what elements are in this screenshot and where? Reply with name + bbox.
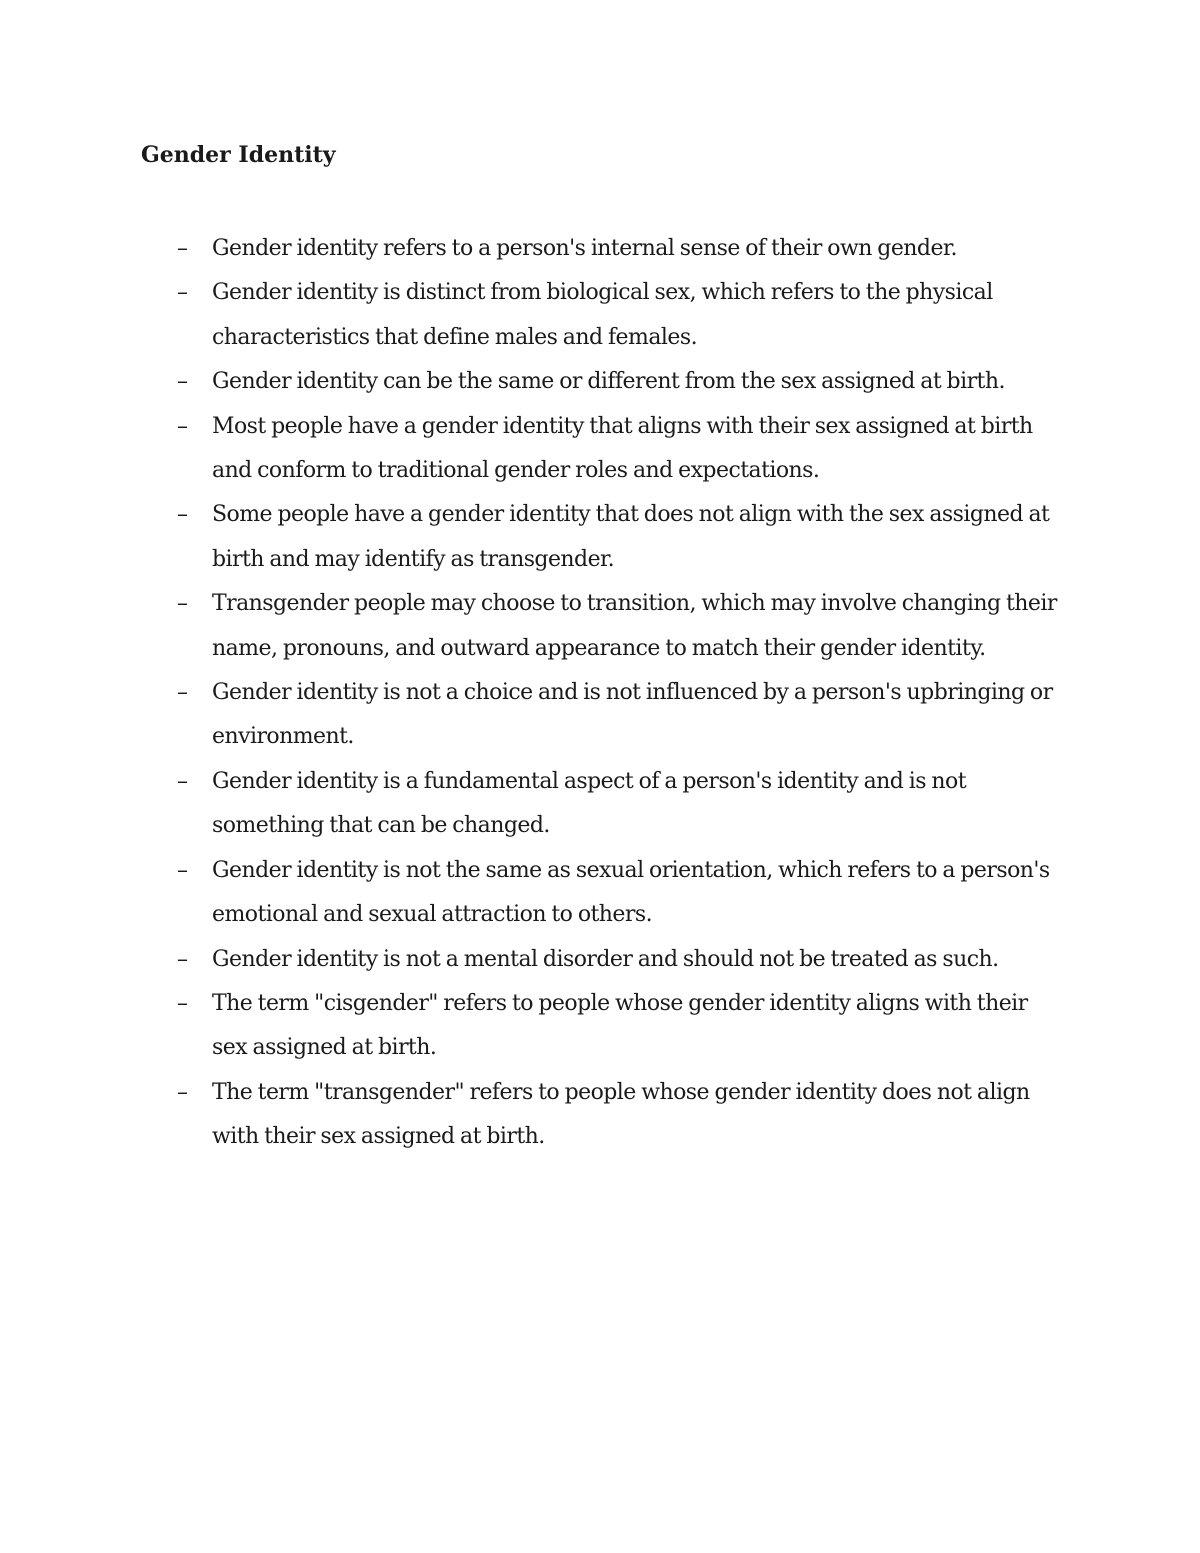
dash-bullet: – [177, 990, 188, 1016]
list-item-text: Gender identity is a fundamental aspect of a person's identity and is not something that can be changed. [212, 768, 967, 839]
list-item [0, 582, 1062, 671]
list-item-text: Gender identity is not the same as sexual orientation, which refers to a person's emotional and sexual attraction to others. [212, 857, 1050, 928]
list-item-text: Gender identity is not a mental disorder and should not be treated as such. [212, 946, 999, 972]
list-item [0, 938, 1062, 982]
list-item [0, 982, 1062, 1071]
list-item [0, 405, 1062, 494]
list-item-text: Most people have a gender identity that aligns with their sex assigned at birth and conform to traditional gender roles and expectations. [212, 413, 1033, 484]
dash-bullet: – [177, 369, 188, 395]
list-item [0, 760, 1062, 849]
list-item-text: Gender identity refers to a person's internal sense of their own gender. [212, 236, 957, 261]
dash-bullet: – [177, 946, 188, 972]
list-item [0, 360, 1062, 404]
list-item-text: The term "cisgender" refers to people whose gender identity aligns with their sex assigned at birth. [212, 990, 1028, 1061]
list-item [0, 671, 1062, 760]
list-item [0, 227, 1062, 271]
list-item [0, 271, 1062, 360]
dash-bullet: – [177, 591, 188, 617]
dash-bullet: – [177, 768, 188, 794]
list-item-text: Gender identity is distinct from biological sex, which refers to the physical characteristics that define males and females. [212, 280, 993, 350]
dash-bullet: – [177, 236, 188, 261]
dash-bullet: – [177, 502, 188, 528]
list-item-text: Gender identity is not a choice and is not influenced by a person's upbringing or environment. [212, 680, 1053, 750]
list-item-text: Gender identity can be the same or different from the sex assigned at birth. [212, 369, 1005, 395]
list-item-text: Transgender people may choose to transition, which may involve changing their name, pronouns, and outward appearance to match their gender identity. [212, 591, 1057, 661]
document-title: Gender Identity [141, 142, 336, 168]
dash-bullet: – [177, 280, 188, 306]
dash-bullet: – [177, 857, 188, 883]
dash-bullet: – [177, 680, 188, 706]
list-item-text: Some people have a gender identity that does not align with the sex assigned at birth and may identify as transgender. [212, 502, 1050, 572]
list-item [0, 493, 1062, 582]
list-item [0, 849, 1062, 938]
dash-bullet: – [177, 1079, 188, 1105]
list-item [0, 1071, 1062, 1160]
dash-bullet: – [177, 413, 188, 439]
bullet-list [0, 227, 1200, 1160]
list-item-text: The term "transgender" refers to people whose gender identity does not align with their sex assigned at birth. [212, 1079, 1030, 1150]
